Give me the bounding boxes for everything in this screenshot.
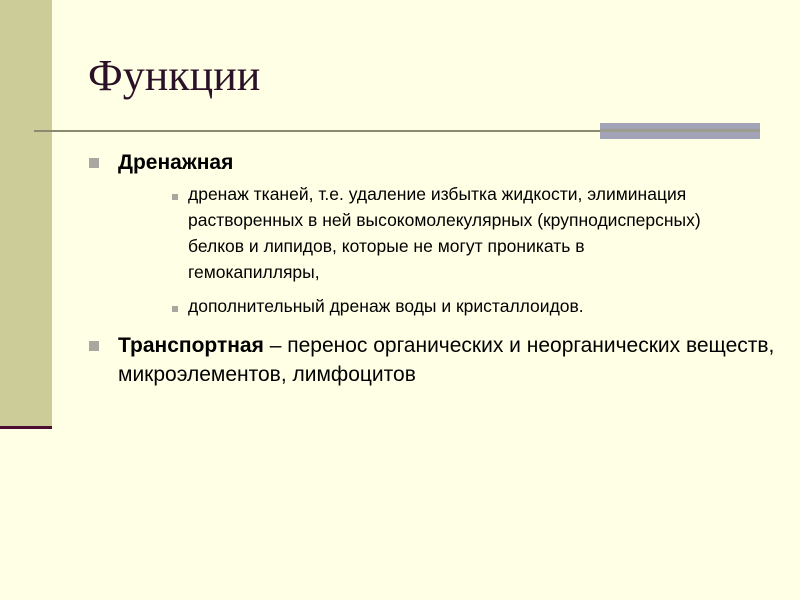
sub-bullet-text: дренаж тканей, т.е. удаление избытка жидкости, элиминация растворенных в ней высокомолекулярных (крупнодисперсных) белков и липидов, которые не могут проникать в гемокапилляры,: [188, 184, 701, 282]
bullet-item: [88, 148, 778, 177]
accent-bar-line: [600, 129, 760, 132]
square-bullet-icon: [89, 341, 99, 351]
sub-bullet-text: дополнительный дренаж воды и кристаллоидов.: [188, 296, 584, 316]
bullet-heading: Дренажная: [118, 151, 234, 174]
title-divider: [34, 130, 600, 132]
left-band-rule: [0, 426, 52, 429]
square-bullet-icon: [172, 194, 178, 200]
square-bullet-icon: [89, 158, 99, 168]
square-bullet-icon: [172, 306, 178, 312]
slide-content: [88, 148, 778, 389]
slide-title: Функции: [88, 51, 261, 100]
left-decorative-band: [0, 0, 52, 426]
bullet-text: – перенос органических и неорганических веществ, микроэлементов, лимфоцитов: [118, 334, 775, 386]
bullet-heading: Транспортная: [118, 334, 264, 357]
bullet-item: [88, 331, 778, 389]
sub-bullet-item: [186, 181, 708, 285]
sub-bullet-item: [186, 293, 708, 319]
sub-bullet-list: [88, 181, 778, 319]
